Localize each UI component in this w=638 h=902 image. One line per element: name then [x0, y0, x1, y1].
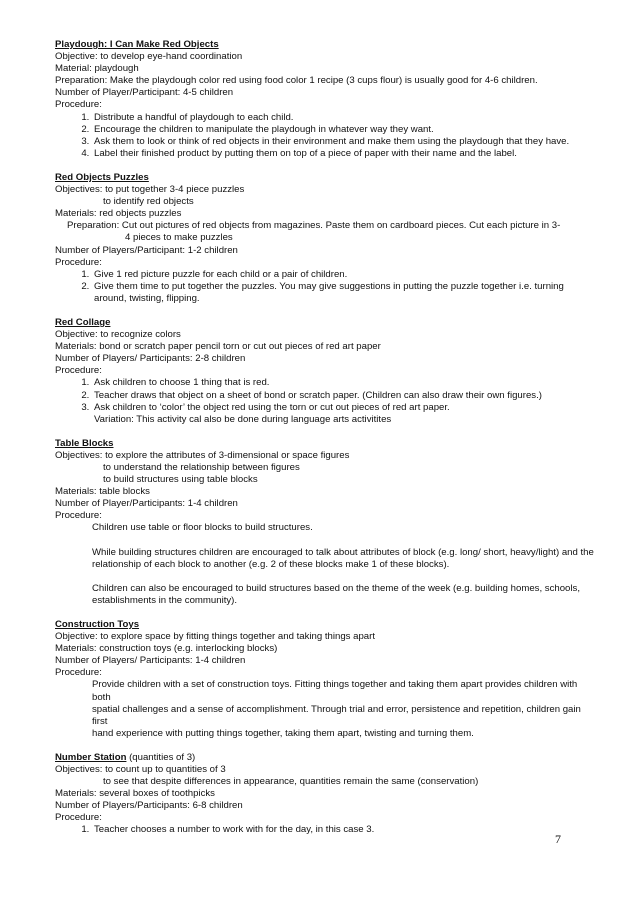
players: Number of Player/Participant: 4-5 children [55, 87, 234, 99]
list-item: 2. Encourage the children to manipulate the playdough in whatever way they want. [92, 124, 595, 136]
variation-note: Variation: This activity cal also be done during language arts activitites [94, 413, 392, 425]
list-item-text: 2. Give them time to put together the puzzles. You may give suggestions in putting the puzzle together i.e. turning [94, 280, 564, 292]
list-item [92, 402, 595, 426]
preparation: 4 pieces to make puzzles [125, 232, 233, 244]
players: Number of Players/ Participants: 2-8 children [55, 353, 246, 365]
objective: to understand the relationship between figures [103, 462, 300, 473]
list-item: 2. Teacher draws that object on a sheet of bond or scratch paper. (Children can also draw their own figures.) [92, 390, 595, 402]
players: Number of Player/Participants: 1-4 children [55, 498, 238, 510]
procedure-paragraph: Provide children with a set of construction toys. Fitting things together and taking them apart provides children with both [92, 679, 578, 703]
objective: Objectives: to count up to quantities of 3 [55, 763, 226, 775]
procedure-list [55, 269, 595, 305]
section-title-number: Number Station [55, 751, 127, 763]
section-heading-number [55, 752, 595, 764]
section-title-puzzles: Red Objects Puzzles [55, 171, 149, 183]
objective: Objectives: to explore the attributes of 3-dimensional or space figures [55, 449, 350, 461]
players: Number of Players/Participants: 6-8 children [55, 800, 243, 812]
list-item-text: 3. Ask children to ‘color’ the object red using the torn or cut out pieces of red art paper. [94, 401, 450, 413]
objective: Objectives: to put together 3-4 piece puzzles [55, 184, 245, 196]
list-item: 1. Give 1 red picture puzzle for each child or a pair of children. [92, 269, 595, 281]
procedure-paragraph: relationship of each block to another (e.g. 2 of these blocks make 1 of these blocks). [92, 558, 450, 570]
procedure-list [55, 112, 595, 160]
preparation: Preparation: Make the playdough color red using food color 1 recipe (3 cups flour) is usually good for 4-6 children. [55, 75, 538, 87]
section-title-suffix: (quantities of 3) [126, 751, 196, 763]
procedure-paragraph: spatial challenges and a sense of accomplishment. Through trial and error, persistence and repetition, children gain first [92, 703, 581, 727]
procedure-label: Procedure: [55, 99, 102, 111]
procedure-label: Procedure: [55, 812, 102, 824]
objective: Objective: to recognize colors [55, 329, 181, 341]
procedure-paragraph: While building structures children are encouraged to talk about attributes of block (e.g. long/ short, heavy/light) and the [92, 546, 594, 558]
objective: Objective: to explore space by fitting things together and taking things apart [55, 631, 375, 643]
list-item: 4. Label their finished product by putting them on top of a piece of paper with their name and the label. [92, 148, 595, 160]
section-title-blocks: Table Blocks [55, 437, 114, 449]
materials: Materials: bond or scratch paper pencil torn or cut out pieces of red art paper [55, 341, 381, 353]
preparation: Preparation: Cut out pictures of red objects from magazines. Paste them on cardboard pieces. Cut each picture in 3- [67, 220, 561, 232]
objective: to see that despite differences in appearance, quantities remain the same (conservation) [103, 776, 479, 788]
material: Material: playdough [55, 63, 139, 75]
section-title-collage: Red Collage [55, 316, 111, 328]
materials: Materials: table blocks [55, 486, 150, 498]
objective: to identify red objects [103, 196, 194, 208]
procedure-paragraph: Children use table or floor blocks to build structures. [92, 522, 313, 534]
procedure-paragraph: Children can also be encouraged to build structures based on the theme of the week (e.g. building homes, schools, [92, 582, 580, 594]
procedure-list [55, 377, 595, 425]
list-item: 1. Teacher chooses a number to work with for the day, in this case 3. [92, 824, 595, 836]
players: Number of Players/ Participants: 1-4 children [55, 655, 246, 667]
list-item: 3. Ask them to look or think of red objects in their environment and make them using the playdough that they have. [92, 136, 595, 148]
list-item: 1. Ask children to choose 1 thing that is red. [92, 377, 595, 389]
materials: Materials: several boxes of toothpicks [55, 788, 215, 800]
list-item-text: around, twisting, flipping. [94, 292, 200, 304]
procedure-label: Procedure: [55, 365, 102, 377]
procedure-label: Procedure: [55, 510, 102, 522]
list-item [92, 281, 595, 305]
procedure-list [55, 824, 595, 836]
procedure-paragraph: hand experience with putting things together, taking them apart, twisting and turning them. [92, 727, 474, 739]
page-number: 7 [555, 832, 561, 846]
document-page [55, 39, 595, 837]
materials: Materials: construction toys (e.g. interlocking blocks) [55, 643, 278, 655]
list-item: 1. Distribute a handful of playdough to each child. [92, 112, 595, 124]
procedure-label: Procedure: [55, 256, 102, 268]
section-title-playdough: Playdough: I Can Make Red Objects [55, 39, 219, 50]
materials: Materials: red objects puzzles [55, 208, 182, 220]
players: Number of Players/Participant: 1-2 children [55, 244, 238, 256]
objective: to build structures using table blocks [103, 474, 258, 486]
procedure-paragraph: establishments in the community). [92, 594, 238, 606]
section-title-construction: Construction Toys [55, 618, 140, 630]
objective: Objective: to develop eye-hand coordination [55, 51, 243, 63]
procedure-label: Procedure: [55, 667, 102, 679]
